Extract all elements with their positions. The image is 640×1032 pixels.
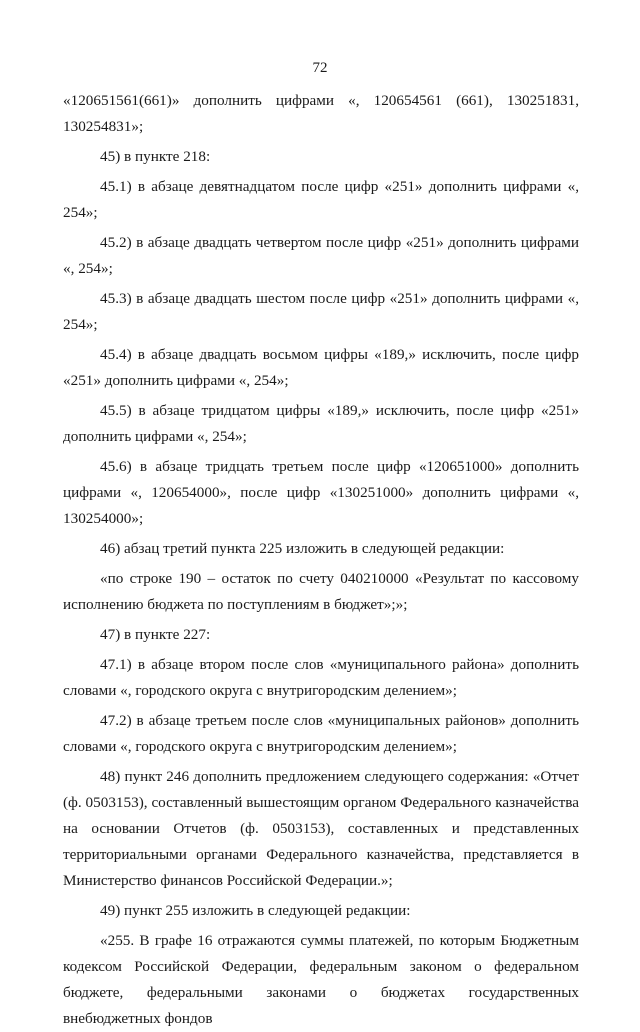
paragraph-item-49: 49) пункт 255 изложить в следующей редакции: bbox=[100, 902, 411, 919]
paragraph-continuation: «120651561(661)» дополнить цифрами «, 120654561 (661), 130251831, 130254831»; bbox=[63, 92, 579, 135]
document-body bbox=[63, 88, 579, 1032]
paragraph-item-47: 47) в пункте 227: bbox=[100, 626, 211, 643]
paragraph-quote-190: «по строке 190 – остаток по счету 040210000 «Результат по кассовому исполнению бюджета по поступлениям в бюджет»;»; bbox=[63, 570, 579, 613]
paragraph-item-45-2: 45.2) в абзаце двадцать четвертом после цифр «251» дополнить цифрами «, 254»; bbox=[63, 234, 579, 277]
paragraph-item-47-2: 47.2) в абзаце третьем после слов «муниципальных районов» дополнить словами «, городского округа с внутригородским делением»; bbox=[63, 712, 579, 755]
page-number: 72 bbox=[312, 60, 328, 76]
paragraph-item-45-4: 45.4) в абзаце двадцать восьмом цифры «189,» исключить, после цифр «251» дополнить цифрами «, 254»; bbox=[63, 346, 579, 389]
paragraph-item-46: 46) абзац третий пункта 225 изложить в следующей редакции: bbox=[100, 540, 505, 557]
paragraph-item-45-5: 45.5) в абзаце тридцатом цифры «189,» исключить, после цифр «251» дополнить цифрами «, 254»; bbox=[63, 402, 579, 445]
paragraph-item-45-3: 45.3) в абзаце двадцать шестом после цифр «251» дополнить цифрами «, 254»; bbox=[63, 290, 579, 333]
paragraph-item-47-1: 47.1) в абзаце втором после слов «муниципального района» дополнить словами «, городского округа с внутригородским делением»; bbox=[63, 656, 579, 699]
paragraph-item-45-1: 45.1) в абзаце девятнадцатом после цифр «251» дополнить цифрами «, 254»; bbox=[63, 178, 579, 221]
paragraph-item-48: 48) пункт 246 дополнить предложением следующего содержания: «Отчет (ф. 0503153), составленный вышестоящим органом Федерального казначейства на основании Отчетов (ф. 0503153), составленных и представленных территориальными органами Федерального казначейства, представляется в Министерство финансов Российской Федерации.»; bbox=[63, 768, 579, 889]
paragraph-item-45-6: 45.6) в абзаце тридцать третьем после цифр «120651000» дополнить цифрами «, 120654000», после цифр «130251000» дополнить цифрами «, 130254000»; bbox=[63, 458, 579, 527]
paragraph-item-45: 45) в пункте 218: bbox=[100, 148, 211, 165]
paragraph-quote-255: «255. В графе 16 отражаются суммы платежей, по которым Бюджетным кодексом Российской Федерации, федеральным законом о федеральном бюджете, федеральными законами о бюджетах государственных внебюджетных фондов bbox=[63, 932, 579, 1027]
